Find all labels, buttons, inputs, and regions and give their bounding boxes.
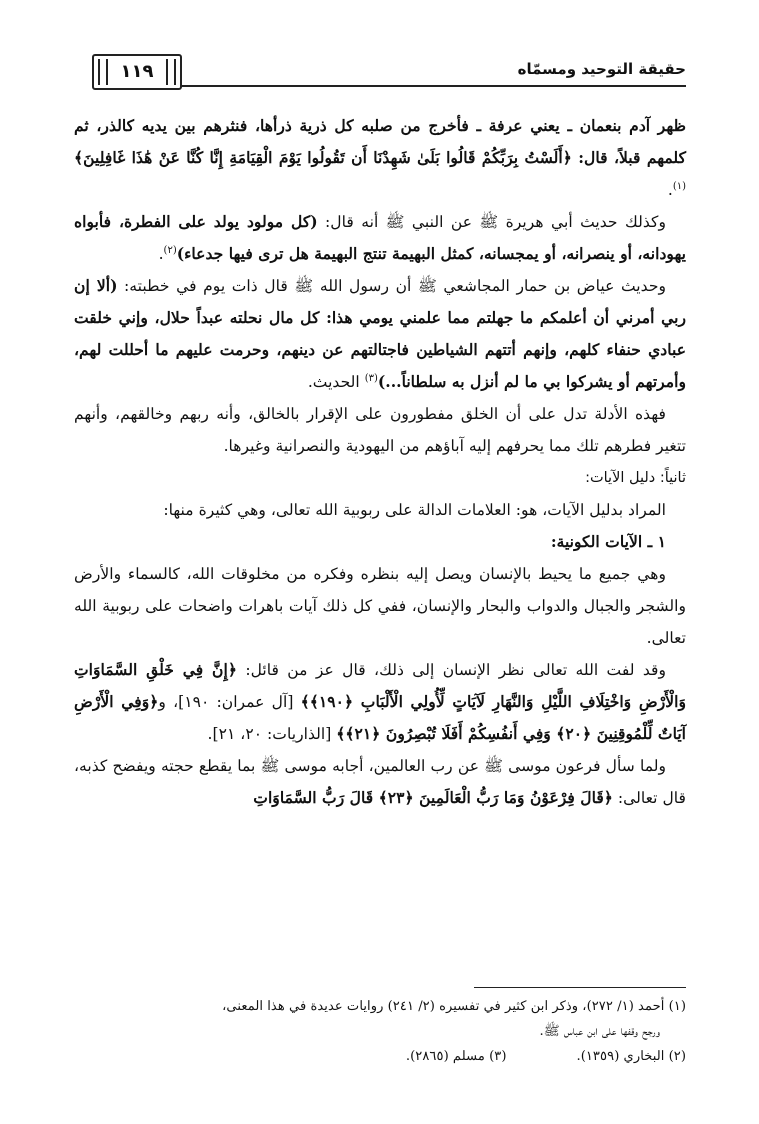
footnote-ref-1: (١)	[672, 180, 686, 192]
paragraph-7-text: وقد لفت الله تعالى نظر الإنسان إلى ذلك، قال عز من قائل:	[236, 661, 666, 679]
page-number-frame	[92, 54, 182, 90]
paragraph-3-end: الحديث.	[307, 373, 365, 391]
paragraph-1-text: ظهر آدم بنعمان ـ يعني عرفة ـ فأخرج من صلبه كل ذرية ذرأها، فنثرهم بين يديه كالذر، ثم كلمهم قبلاً، قال:	[74, 116, 686, 167]
footnote-ref-2: (٢)	[163, 244, 177, 256]
page-header	[74, 48, 686, 96]
section-heading: ١ ـ الآيات الكونية:	[550, 532, 666, 551]
verse-reference: [آل عمران: ١٩٠]، و	[158, 693, 301, 711]
header-rule	[174, 85, 686, 87]
paragraph-1-end: .	[667, 181, 673, 199]
paragraph-2-text: وكذلك حديث أبي هريرة ﷺ عن النبي ﷺ أنه قال:	[317, 213, 666, 231]
footnote-2: (٢) البخاري (١٣٥٩).	[576, 1049, 686, 1064]
footnote-rule	[474, 987, 686, 988]
paragraph-3-text: وحديث عياض بن حمار المجاشعي ﷺ أن رسول الله ﷺ قال ذات يوم في خطبته:	[117, 277, 666, 295]
footnote-2-3-line	[74, 1044, 686, 1069]
quran-verse: ﴿وَفِي الْأَرْضِ آيَاتٌ لِّلْمُوقِنِينَ ﴿٢٠﴾ وَفِي أَنفُسِكُمْ أَفَلَا تُبْصِرُونَ ﴿٢١﴾﴾	[74, 692, 686, 743]
paragraph-3	[74, 270, 686, 398]
main-text	[74, 110, 686, 814]
quran-verse: ﴿إِنَّ فِي خَلْقِ السَّمَاوَاتِ وَالْأَرْضِ وَاخْتِلَافِ اللَّيْلِ وَالنَّهَارِ لَآيَاتٍ لِّأُولِي الْأَلْبَابِ ﴿١٩٠﴾﴾	[74, 660, 686, 711]
section-label: ثانياً: دليل الآيات:	[585, 470, 686, 486]
quran-verse: ﴿قَالَ فِرْعَوْنُ وَمَا رَبُّ الْعَالَمِينَ ﴿٢٣﴾ قَالَ رَبُّ السَّمَاوَاتِ	[253, 788, 613, 807]
hadith-quote: (ألا إن ربي أمرني أن أعلمكم ما جهلتم مما علمني يومي هذا: كل مال نحلته عبداً حلال، وإني خلقت عبادي حنفاء كلهم، وإنهم أتتهم الشياطين فاجتالتهم عن دينهم، وحرمت عليهم ما أحللت لهم، وأمرتهم أو يشركوا بي ما لم أنزل به سلطاناً...)	[74, 276, 686, 391]
footnote-1-continued: ورجح وقفها على ابن عباس ﷺ.	[539, 1024, 660, 1039]
verse-reference: [الذاريات: ٢٠، ٢١].	[207, 725, 337, 743]
footnote-1: (١) أحمد (١/ ٢٧٢)، وذكر ابن كثير في تفسيره (٢/ ٢٤١) روايات عديدة في هذا المعنى،	[222, 999, 686, 1014]
running-title: حقيقة التوحيد ومسمّاه	[517, 60, 686, 78]
quran-verse: ﴿أَلَسْتُ بِرَبِّكُمْ قَالُوا بَلَىٰ شَهِدْنَا أَن تَقُولُوا يَوْمَ الْقِيَامَةِ إِنَّا كُنَّا عَنْ هَٰذَا غَافِلِينَ﴾	[74, 148, 572, 167]
footnote-ref-3: (٣)	[364, 372, 378, 384]
footnotes	[74, 994, 686, 1069]
paragraph-7	[74, 654, 686, 750]
paragraph-1	[74, 110, 686, 206]
paragraph-2	[74, 206, 686, 270]
paragraph-2-end: .	[158, 245, 164, 263]
paragraph-6: وهي جميع ما يحيط بالإنسان ويصل إليه بنظره وفكره من مخلوقات الله، كالسماء والأرض والشجر والجبال والدواب والبحار والإنسان، ففي كل ذلك آيات باهرات واضحات على ربوبية الله تعالى.	[74, 565, 686, 647]
page-number: ١١٩	[120, 61, 154, 82]
paragraph-5: المراد بدليل الآيات، هو: العلامات الدالة على ربوبية الله تعالى، وهي كثيرة منها:	[163, 501, 666, 519]
hadith-quote: (كل مولود يولد على الفطرة، فأبواه يهودانه، أو ينصرانه، أو يمجسانه، كمثل البهيمة تنتج البهيمة هل ترى فيها جدعاء)	[74, 212, 686, 263]
footnote-3: (٣) مسلم (٢٨٦٥).	[405, 1049, 507, 1064]
paragraph-8	[74, 750, 686, 814]
paragraph-8-text: ولما سأل فرعون موسى ﷺ عن رب العالمين، أجابه موسى ﷺ بما يقطع حجته ويفضح كذبه، قال تعالى:	[74, 757, 686, 807]
paragraph-4: فهذه الأدلة تدل على أن الخلق مفطورون على الإقرار بالخالق، وأنه ربهم وخالقهم، وأنهم تتغير فطرهم تلك مما يحرفهم إليه آباؤهم من اليهودية والنصرانية وغيرها.	[74, 405, 686, 455]
